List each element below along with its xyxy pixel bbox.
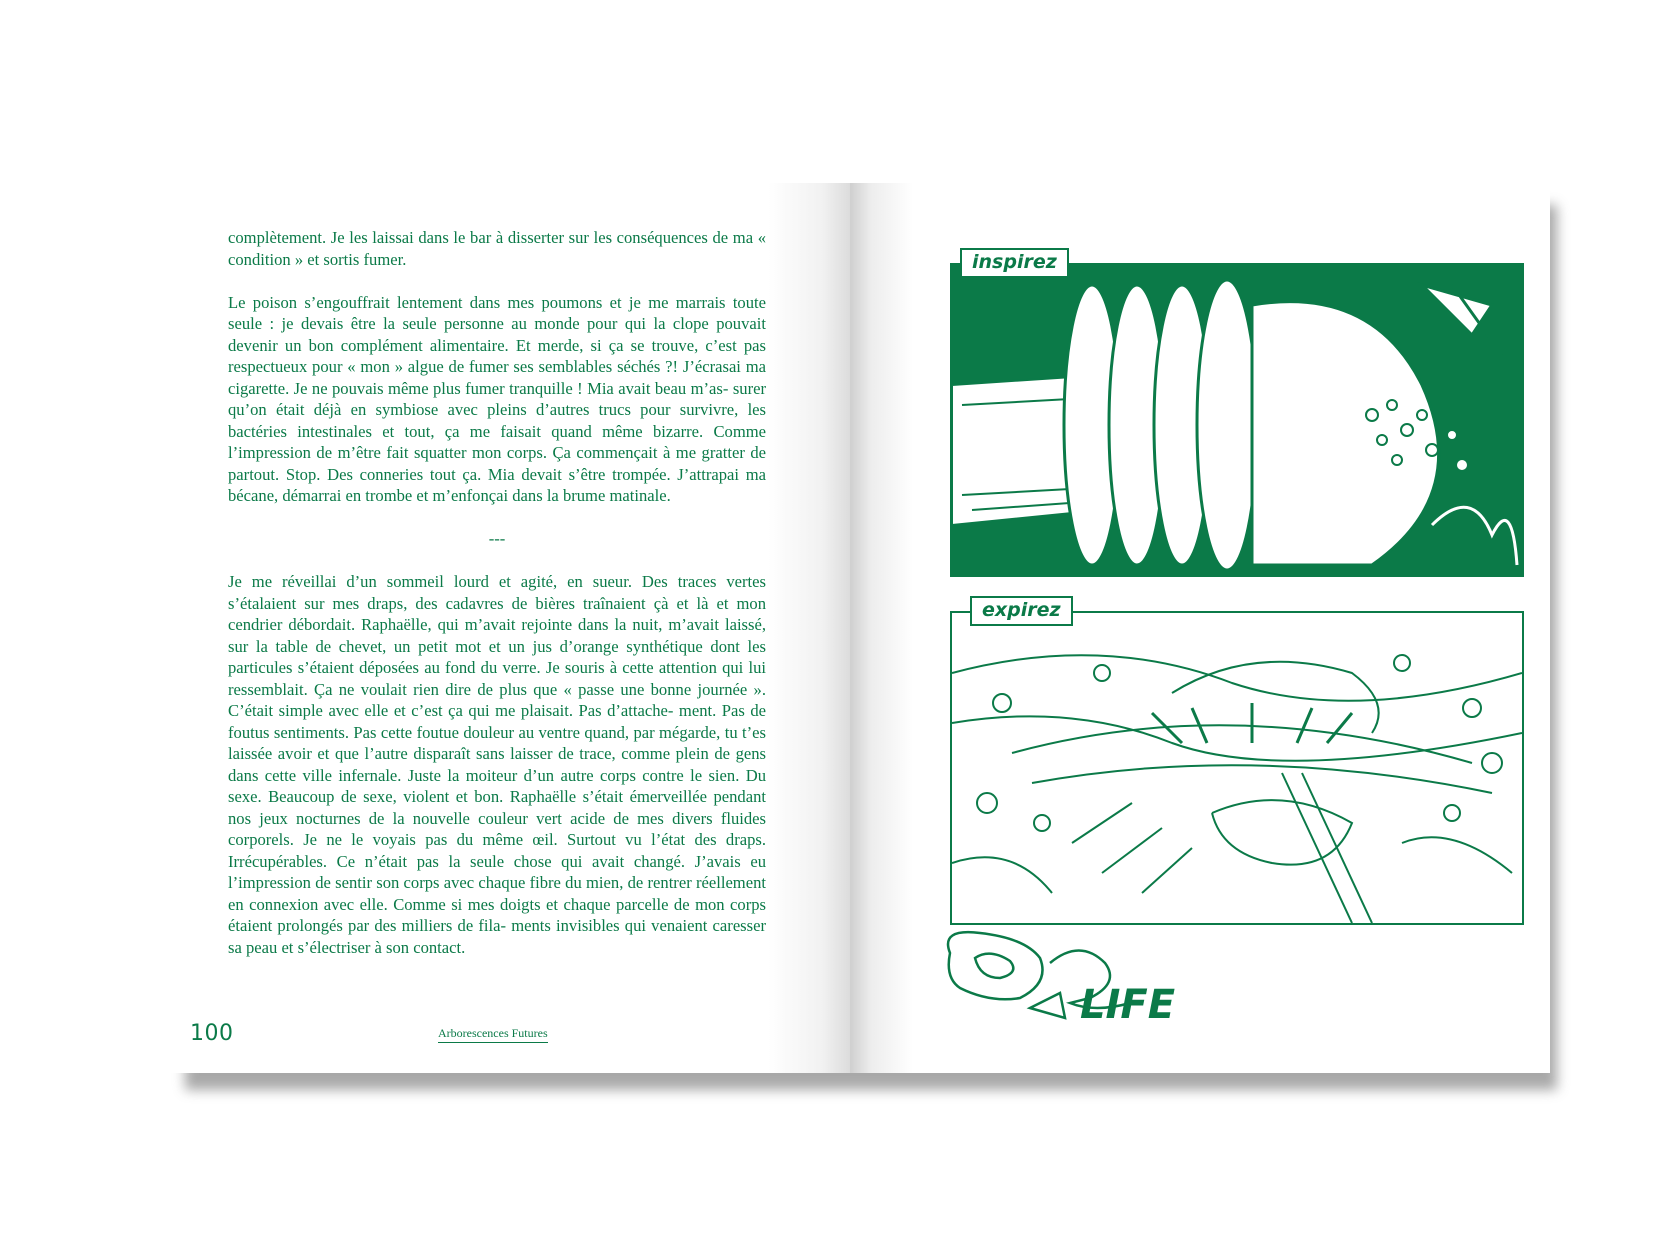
comic-panel-expirez [950,611,1524,925]
book-spread [168,183,1550,1073]
panel-label-expirez: expirez [970,596,1073,626]
paragraph-1: complètement. Je les laissai dans le bar à disserter sur les conséquences de ma « condition » et sortis fumer. [228,228,766,269]
page-number: 100 [190,1021,234,1046]
paragraph-3: Je me réveillai d’un sommeil lourd et agité, en sueur. Des traces vertes s’étalaient sur mes draps, des cadavres de bières traînaient çà et là et mon cendrier débordait. Raphaëlle, qui m’avait rejointe dans la nuit, m’avait laissé, sur la table de chevet, un petit mot et un jus d’orange synthétique dont les particules s’étaient déposées au fond du verre. Je souris à cette attention qui lui ressemblait. Ça ne voulait rien dire de plus que « passe une bonne journée ». C’était simple avec elle et c’est ça qui me plaisait. Pas d’attache- ment. Pas de foutus sentiments. Pas cette foutue douleur au ventre quand, par mégarde, tu t’es laissée avoir et que l’autre disparaît sans laisser de trace, comme plein de gens dans cette ville infernale. Juste la moiteur d’un autre corps contre le sien. Du sexe. Beaucoup de sexe, violent et bon. Raphaëlle s’était émerveillée pendant nos jeux nocturnes de la nouvelle couleur vert acide de mes divers fluides corporels. Je ne le voyais pas du même œil. Surtout vu l’état des draps. Irrécupérables. Ce n’était pas la seule chose qui avait changé. J’avais eu l’impression de sentir son corps avec chaque fibre du mien, de rentrer réellement en connexion avec elle. Comme si mes doigts et chaque parcelle de mon corps étaient prolongés par des milliers de fila- ments invisibles qui venaient caresser sa peau et s’électriser à son contact. [228,572,766,957]
left-page [168,183,850,1073]
paragraph-2: Le poison s’engouffrait lentement dans mes poumons et je me marrais toute seule : je devais être la seule personne au monde pour qui la clope pouvait devenir un bon complément alimentaire. Et merde, si ça se trouve, c’est pas respectueux pour « mon » algue de fumer ses semblables séchés ?! J’écrasai ma cigarette. Je ne pouvais même plus fumer tranquille ! Mia avait beau m’as- surer qu’on était déjà en symbiose avec pleins d’autres trucs pour survivre, les bactéries intestinales et tout, ça me faisait quand même bizarre. Comme l’impression de m’être fait squatter mon corps. Ça commençait à me gratter de partout. Stop. Des conneries tout ça. Mia devait s’être trompée. J’attrapai ma bécane, démarrai en trombe et m’enfonçai dans la brume matinale. [228,292,766,505]
comic-panel-inspirez [950,263,1524,577]
exhale-illustration [952,613,1522,923]
inhale-illustration [952,265,1522,575]
logo-life-text: LIFE [1080,982,1176,1028]
body-text [228,227,766,980]
section-separator: --- [488,529,506,548]
panel-label-inspirez: inspirez [960,248,1069,278]
running-title: Arborescences Futures [438,1026,548,1043]
o2-life-logo [930,923,1210,1033]
right-page [850,183,1550,1073]
